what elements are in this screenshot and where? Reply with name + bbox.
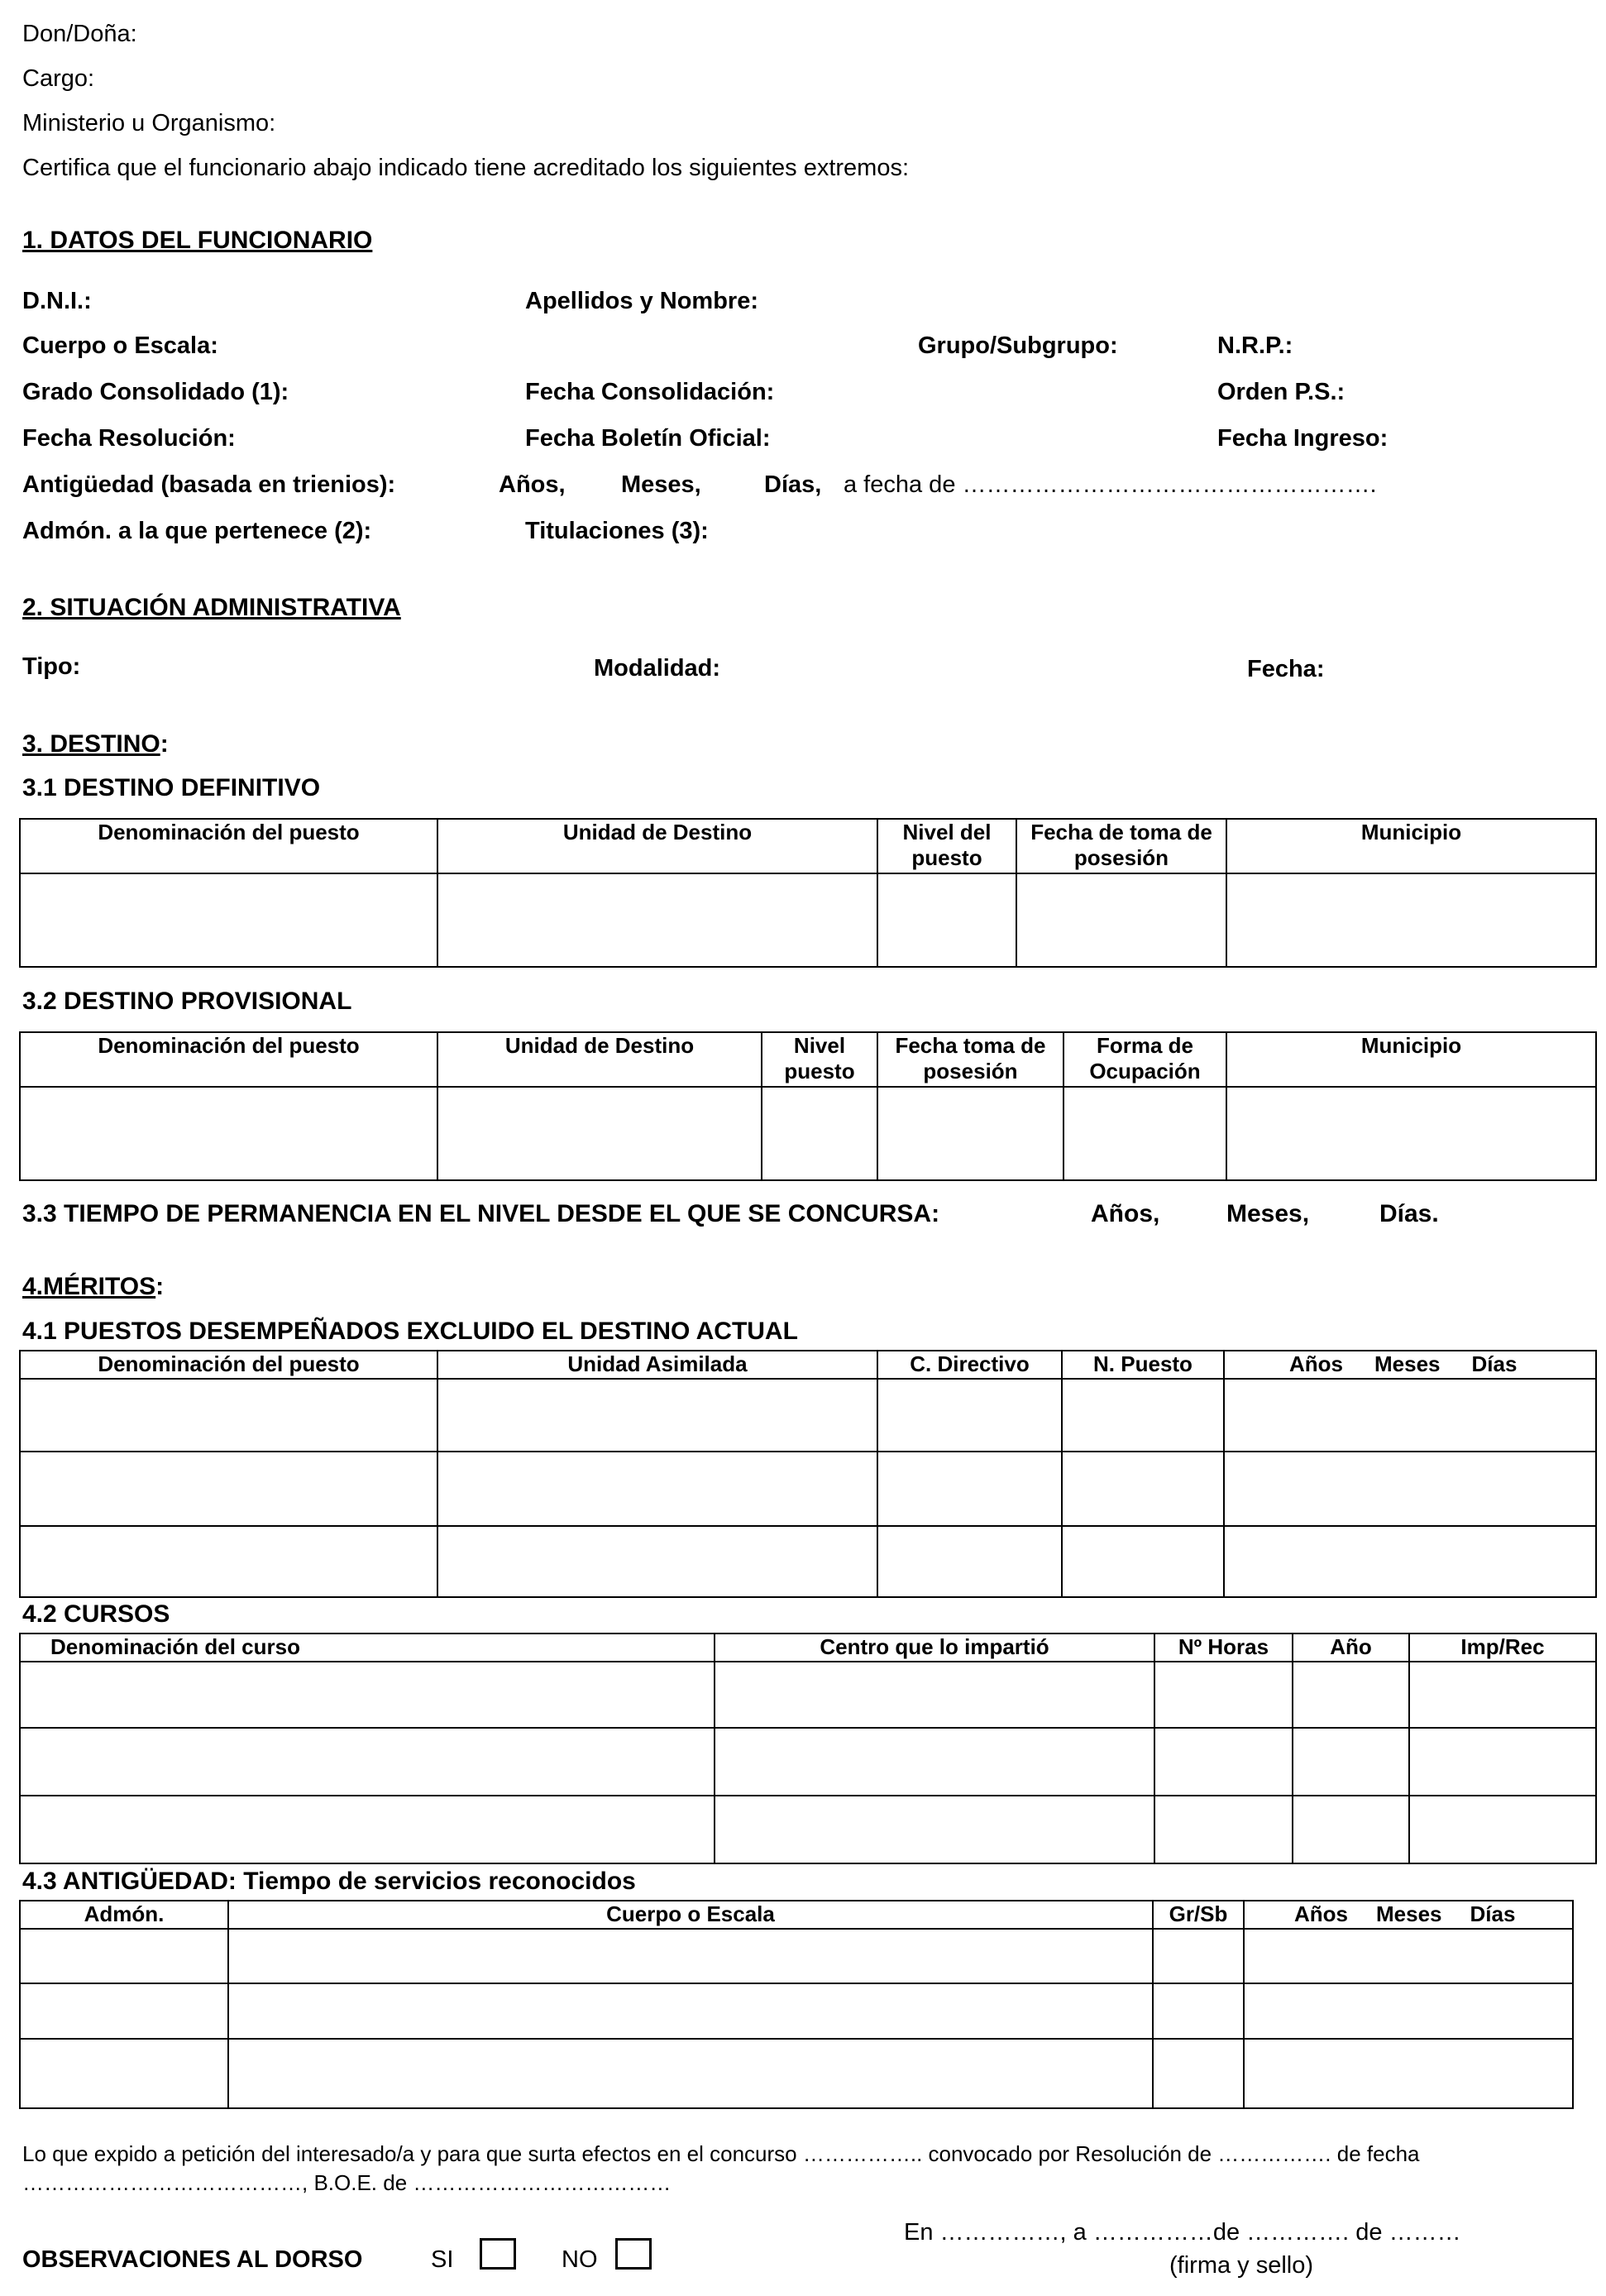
input-cell[interactable] <box>715 1728 1154 1796</box>
grupo-label: Grupo/Subgrupo: <box>918 332 1118 359</box>
cursos-table <box>19 1633 1597 1864</box>
input-cell[interactable] <box>877 1087 1063 1180</box>
tiempo-anos: Años, <box>1091 1200 1160 1227</box>
input-cell[interactable] <box>1409 1662 1596 1728</box>
header-cell: Centro que lo impartió <box>715 1634 1154 1662</box>
header-cell: Gr/Sb <box>1153 1901 1244 1929</box>
observaciones-label: OBSERVACIONES AL DORSO <box>22 2246 363 2273</box>
fecha-label: Fecha: <box>1247 656 1325 682</box>
header-cell: Cuerpo o Escala <box>228 1901 1153 1929</box>
input-cell[interactable] <box>1244 1929 1573 1983</box>
input-cell[interactable] <box>437 1452 877 1526</box>
expido-line-2: …………………………………, B.O.E. de ……………………………… <box>22 2170 672 2195</box>
header-cell: N. Puesto <box>1062 1351 1224 1379</box>
header-cell: Nivel puesto <box>762 1032 877 1087</box>
input-cell[interactable] <box>437 1379 877 1452</box>
header-cell: Admón. <box>20 1901 228 1929</box>
section-4-colon: : <box>155 1273 165 1300</box>
header-cell: C. Directivo <box>877 1351 1062 1379</box>
input-cell[interactable] <box>1293 1796 1409 1863</box>
input-cell[interactable] <box>20 1526 437 1597</box>
input-cell[interactable] <box>1244 1983 1573 2039</box>
input-cell[interactable] <box>437 873 877 967</box>
input-cell[interactable] <box>1226 873 1596 967</box>
input-cell[interactable] <box>1224 1526 1596 1597</box>
certifica-text: Certifica que el funcionario abajo indicado tiene acreditado los siguientes extremos: <box>22 155 910 181</box>
en-fecha-line: En ……………, a ……………de …………. de ……… <box>904 2219 1461 2246</box>
input-cell[interactable] <box>1154 1796 1293 1863</box>
header-cell: Fecha toma de posesión <box>877 1032 1063 1087</box>
firma-sello: (firma y sello) <box>1169 2252 1314 2279</box>
header-cell <box>1244 1901 1573 1929</box>
header-cell: Denominación del puesto <box>20 819 437 873</box>
header-cell: Unidad Asimilada <box>437 1351 877 1379</box>
no-label: NO <box>562 2246 598 2273</box>
input-cell[interactable] <box>715 1662 1154 1728</box>
input-cell[interactable] <box>1226 1087 1596 1180</box>
input-cell[interactable] <box>877 1379 1062 1452</box>
admon-label: Admón. a la que pertenece (2): <box>22 518 372 544</box>
destino-provisional-title: 3.2 DESTINO PROVISIONAL <box>22 988 352 1015</box>
input-cell[interactable] <box>20 1728 715 1796</box>
si-label: SI <box>431 2246 454 2273</box>
antiguedad-title: 4.3 ANTIGÜEDAD: Tiempo de servicios reconocidos <box>22 1868 636 1895</box>
input-cell[interactable] <box>228 1983 1153 2039</box>
header-anos: Años <box>1289 1351 1343 1376</box>
input-cell[interactable] <box>1153 1929 1244 1983</box>
input-cell[interactable] <box>877 873 1016 967</box>
puestos-title: 4.1 PUESTOS DESEMPEÑADOS EXCLUIDO EL DESTINO ACTUAL <box>22 1318 798 1345</box>
header-cell: Municipio <box>1226 819 1596 873</box>
input-cell[interactable] <box>20 1662 715 1728</box>
antiguedad-anos: Años, <box>499 471 566 498</box>
input-cell[interactable] <box>877 1452 1062 1526</box>
header-cell: Imp/Rec <box>1409 1634 1596 1662</box>
header-cell: Municipio <box>1226 1032 1596 1087</box>
input-cell[interactable] <box>1154 1728 1293 1796</box>
input-cell[interactable] <box>1062 1452 1224 1526</box>
antiguedad-meses: Meses, <box>621 471 701 498</box>
antiguedad-dias: Días, <box>764 471 822 498</box>
input-cell[interactable] <box>228 2039 1153 2108</box>
input-cell[interactable] <box>1293 1662 1409 1728</box>
no-checkbox[interactable] <box>615 2238 652 2270</box>
section-4-title <box>22 1275 164 1299</box>
section-3-title-text: 3. DESTINO <box>22 730 160 758</box>
header-cell: Año <box>1293 1634 1409 1662</box>
header-cell: Unidad de Destino <box>437 1032 762 1087</box>
expido-line-1: Lo que expido a petición del interesado/a y para que surta efectos en el concurso …………….. convocado por Resolución de ……………. de fecha <box>22 2141 1420 2166</box>
header-cell: Nivel del puesto <box>877 819 1016 873</box>
section-1-title: 1. DATOS DEL FUNCIONARIO <box>22 227 373 254</box>
input-cell[interactable] <box>1244 2039 1573 2108</box>
input-cell[interactable] <box>1154 1662 1293 1728</box>
input-cell[interactable] <box>20 1452 437 1526</box>
section-3-colon: : <box>160 730 169 758</box>
input-cell[interactable] <box>715 1796 1154 1863</box>
header-cell: Denominación del puesto <box>20 1351 437 1379</box>
cursos-title: 4.2 CURSOS <box>22 1600 170 1628</box>
input-cell[interactable] <box>1016 873 1226 967</box>
fecha-consolidacion-label: Fecha Consolidación: <box>525 379 775 405</box>
destino-definitivo-table <box>19 818 1597 968</box>
input-cell[interactable] <box>20 1929 228 1983</box>
input-cell[interactable] <box>20 1796 715 1863</box>
cuerpo-label: Cuerpo o Escala: <box>22 332 218 359</box>
input-cell[interactable] <box>1293 1728 1409 1796</box>
header-dias: Días <box>1471 1351 1518 1376</box>
dni-label: D.N.I.: <box>22 288 92 314</box>
input-cell[interactable] <box>20 1087 437 1180</box>
header-cell: Unidad de Destino <box>437 819 877 873</box>
destino-definitivo-title: 3.1 DESTINO DEFINITIVO <box>22 774 321 801</box>
input-cell[interactable] <box>1062 1379 1224 1452</box>
fecha-resolucion-label: Fecha Resolución: <box>22 425 236 452</box>
header-anos: Años <box>1294 1901 1348 1926</box>
input-cell[interactable] <box>1153 1983 1244 2039</box>
header-cell: Forma de Ocupación <box>1063 1032 1226 1087</box>
tipo-label: Tipo: <box>22 653 81 680</box>
nrp-label: N.R.P.: <box>1217 332 1293 359</box>
header-meses: Meses <box>1374 1351 1441 1376</box>
apellidos-label: Apellidos y Nombre: <box>525 288 758 314</box>
section-3-title <box>22 732 169 757</box>
section-4-title-text: 4.MÉRITOS <box>22 1273 156 1300</box>
tiempo-meses: Meses, <box>1226 1200 1310 1227</box>
cargo-label: Cargo: <box>22 65 95 92</box>
input-cell[interactable] <box>20 873 437 967</box>
antiguedad-label: Antigüedad (basada en trienios): <box>22 471 396 498</box>
header-cell: Denominación del puesto <box>20 1032 437 1087</box>
header-cell <box>1224 1351 1596 1379</box>
input-cell[interactable] <box>20 1379 437 1452</box>
modalidad-label: Modalidad: <box>594 655 721 682</box>
si-checkbox[interactable] <box>480 2238 516 2270</box>
orden-label: Orden P.S.: <box>1217 379 1346 405</box>
header-cell: Denominación del curso <box>20 1634 715 1662</box>
puestos-table <box>19 1350 1597 1598</box>
input-cell[interactable] <box>437 1087 762 1180</box>
ministerio-label: Ministerio u Organismo: <box>22 110 276 136</box>
header-cell: Fecha de toma de posesión <box>1016 819 1226 873</box>
input-cell[interactable] <box>437 1526 877 1597</box>
input-cell[interactable] <box>1063 1087 1226 1180</box>
input-cell[interactable] <box>1409 1728 1596 1796</box>
tiempo-dias: Días. <box>1379 1200 1439 1227</box>
header-dias: Días <box>1470 1901 1516 1926</box>
fecha-boletin-label: Fecha Boletín Oficial: <box>525 425 771 452</box>
input-cell[interactable] <box>1153 2039 1244 2108</box>
fecha-ingreso-label: Fecha Ingreso: <box>1217 425 1389 452</box>
header-meses: Meses <box>1376 1901 1442 1926</box>
input-cell[interactable] <box>1062 1526 1224 1597</box>
section-2-title: 2. SITUACIÓN ADMINISTRATIVA <box>22 594 401 621</box>
input-cell[interactable] <box>20 1983 228 2039</box>
antiguedad-table <box>19 1900 1574 2109</box>
input-cell[interactable] <box>1224 1379 1596 1452</box>
input-cell[interactable] <box>877 1526 1062 1597</box>
don-label: Don/Doña: <box>22 21 137 47</box>
a-fecha-de: a fecha de ……………………………………………. <box>844 471 1377 498</box>
input-cell[interactable] <box>20 2039 228 2108</box>
input-cell[interactable] <box>1409 1796 1596 1863</box>
titulaciones-label: Titulaciones (3): <box>525 518 709 544</box>
destino-provisional-table <box>19 1031 1597 1181</box>
input-cell[interactable] <box>228 1929 1153 1983</box>
input-cell[interactable] <box>762 1087 877 1180</box>
input-cell[interactable] <box>1224 1452 1596 1526</box>
header-cell: Nº Horas <box>1154 1634 1293 1662</box>
grado-label: Grado Consolidado (1): <box>22 379 289 405</box>
tiempo-permanencia-title: 3.3 TIEMPO DE PERMANENCIA EN EL NIVEL DESDE EL QUE SE CONCURSA: <box>22 1200 940 1227</box>
